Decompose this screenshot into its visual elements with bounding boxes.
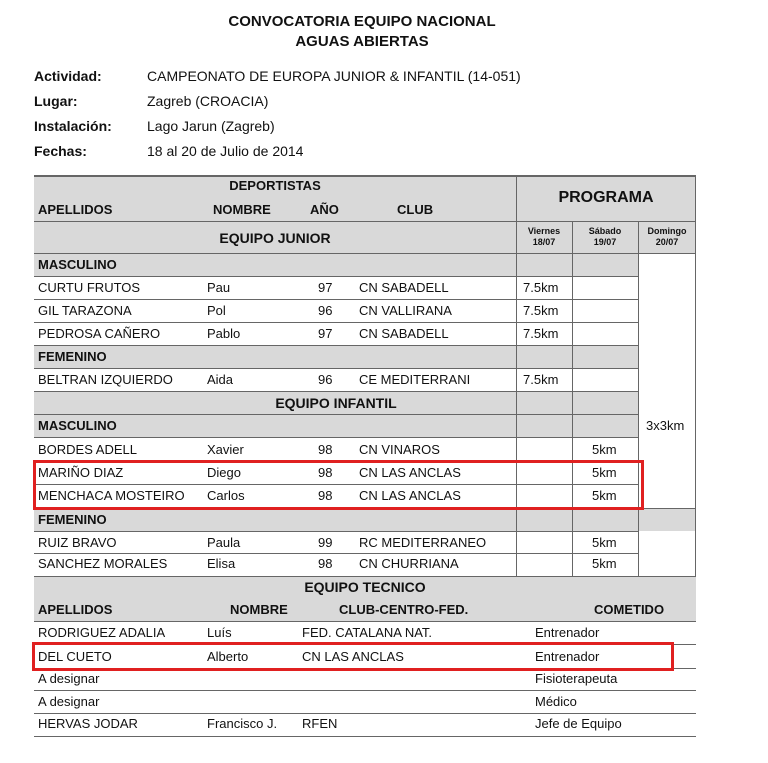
programa-label: PROGRAMA (558, 189, 654, 206)
tec-club: FED. CATALANA NAT. (302, 625, 433, 640)
row-day1: 7.5km (523, 280, 559, 295)
row-apellidos: PEDROSA CAÑERO (38, 326, 161, 341)
row-ano: 98 (318, 442, 333, 457)
document-title-line1: CONVOCATORIA EQUIPO NACIONAL (228, 13, 496, 30)
row-nombre: Paula (207, 535, 241, 550)
day2-name: Sábado (588, 226, 622, 236)
grid-line (34, 175, 696, 177)
col-ano: AÑO (310, 202, 339, 217)
grid-line (34, 736, 696, 737)
highlight-box (33, 460, 644, 510)
meta-value: Lago Jarun (Zagreb) (147, 118, 275, 134)
row-nombre: Aida (207, 372, 234, 387)
tec-nombre: Luís (207, 625, 232, 640)
row-ano: 96 (318, 303, 333, 318)
grid-line (638, 221, 639, 576)
row-apellidos: SANCHEZ MORALES (38, 556, 168, 571)
tec-apellidos: A designar (38, 694, 100, 709)
day3-date: 20/07 (655, 237, 679, 247)
equipo-tecnico-label: EQUIPO TECNICO (304, 579, 426, 595)
row-day2: 5km (592, 535, 617, 550)
row-apellidos: MARIÑO DIAZ (38, 465, 124, 480)
row-nombre: Elisa (207, 556, 236, 571)
day3-name: Domingo (647, 226, 687, 236)
deportistas-label: DEPORTISTAS (229, 178, 321, 193)
meta-value: Zagreb (CROACIA) (147, 93, 269, 109)
tec-apellidos: DEL CUETO (38, 649, 112, 664)
grid-line (34, 299, 638, 300)
row-apellidos: BELTRAN IZQUIERDO (38, 372, 173, 387)
equipo-infantil-label: EQUIPO INFANTIL (275, 395, 397, 411)
grid-line (34, 253, 696, 254)
tec-apellidos: A designar (38, 671, 100, 686)
highlight-box (32, 642, 674, 671)
tec-col-cometido: COMETIDO (594, 602, 665, 617)
infantil-femenino-label: FEMENINO (38, 512, 107, 527)
row-nombre: Pol (207, 303, 226, 318)
day1-name: Viernes (527, 226, 561, 236)
row-nombre: Xavier (207, 442, 244, 457)
grid-line (34, 322, 638, 323)
grid-line (572, 221, 573, 576)
meta-value: 18 al 20 de Julio de 2014 (147, 143, 304, 159)
section-band (34, 509, 696, 531)
row-day1: 7.5km (523, 372, 559, 387)
grid-line (34, 276, 638, 277)
tec-apellidos: RODRIGUEZ ADALIA (38, 625, 166, 640)
grid-line (34, 553, 638, 554)
row-club: CN SABADELL (359, 280, 449, 295)
row-club: CN VALLIRANA (359, 303, 452, 318)
meta-label: Lugar: (34, 93, 78, 109)
tec-col-apellidos: APELLIDOS (38, 602, 113, 617)
tec-nombre: Francisco J. (207, 716, 278, 731)
day1-date: 18/07 (532, 237, 556, 247)
row-ano: 97 (318, 280, 333, 295)
row-club: CN LAS ANCLAS (359, 465, 461, 480)
row-apellidos: CURTU FRUTOS (38, 280, 141, 295)
row-ano: 99 (318, 535, 333, 550)
row-day2: 5km (592, 465, 617, 480)
document-title-line2: AGUAS ABIERTAS (295, 33, 429, 50)
grid-line (34, 437, 638, 438)
row-ano: 96 (318, 372, 333, 387)
row-club: CN LAS ANCLAS (359, 488, 461, 503)
section-band (34, 346, 638, 368)
row-nombre: Pablo (207, 326, 241, 341)
row-club: RC MEDITERRANEO (359, 535, 487, 550)
grid-line (34, 531, 638, 532)
infantil-masculino-label: MASCULINO (38, 418, 117, 433)
row-apellidos: BORDES ADELL (38, 442, 137, 457)
tec-club: RFEN (302, 716, 338, 731)
row-apellidos: GIL TARAZONA (38, 303, 132, 318)
junior-femenino-label: FEMENINO (38, 349, 107, 364)
row-club: CE MEDITERRANI (359, 372, 471, 387)
row-club: CN VINAROS (359, 442, 440, 457)
row-nombre: Pau (207, 280, 231, 295)
tec-cometido: Médico (535, 694, 577, 709)
tec-club: CN LAS ANCLAS (302, 649, 404, 664)
grid-line (34, 414, 638, 415)
meta-value: CAMPEONATO DE EUROPA JUNIOR & INFANTIL (14-051) (147, 68, 521, 84)
tec-col-club: CLUB-CENTRO-FED. (339, 602, 469, 617)
col-apellidos: APELLIDOS (38, 202, 113, 217)
day2-date: 19/07 (593, 237, 617, 247)
grid-line (695, 175, 696, 577)
grid-line (34, 221, 696, 222)
row-nombre: Carlos (207, 488, 245, 503)
tec-col-nombre: NOMBRE (230, 602, 288, 617)
row-club: CN SABADELL (359, 326, 449, 341)
row-day2: 5km (592, 556, 617, 571)
row-apellidos: RUIZ BRAVO (38, 535, 117, 550)
row-ano: 97 (318, 326, 333, 341)
tec-cometido: Entrenador (535, 649, 600, 664)
row-club: CN CHURRIANA (359, 556, 459, 571)
domingo-event: 3x3km (646, 418, 685, 433)
junior-masculino-label: MASCULINO (38, 257, 117, 272)
meta-label: Instalación: (34, 118, 112, 134)
grid-line (34, 368, 638, 369)
tec-cometido: Entrenador (535, 625, 600, 640)
row-apellidos: MENCHACA MOSTEIRO (38, 488, 185, 503)
section-band (34, 254, 638, 276)
tec-nombre: Alberto (207, 649, 249, 664)
grid-line (34, 576, 696, 577)
row-nombre: Diego (207, 465, 241, 480)
col-club: CLUB (397, 202, 434, 217)
grid-line (34, 345, 638, 346)
convocatoria-table (34, 175, 696, 738)
row-day2: 5km (592, 442, 617, 457)
grid-line (34, 621, 696, 622)
row-day1: 7.5km (523, 326, 559, 341)
tec-cometido: Fisioterapeuta (535, 671, 618, 686)
row-day2: 5km (592, 488, 617, 503)
grid-line (34, 690, 696, 691)
row-day1: 7.5km (523, 303, 559, 318)
row-ano: 98 (318, 465, 333, 480)
tec-apellidos: HERVAS JODAR (38, 716, 138, 731)
tec-cometido: Jefe de Equipo (535, 716, 622, 731)
meta-label: Fechas: (34, 143, 87, 159)
col-nombre: NOMBRE (213, 202, 271, 217)
grid-line (516, 175, 517, 576)
row-ano: 98 (318, 488, 333, 503)
row-ano: 98 (318, 556, 333, 571)
grid-line (34, 391, 638, 392)
meta-label: Actividad: (34, 68, 102, 84)
equipo-junior-label: EQUIPO JUNIOR (219, 230, 331, 246)
grid-line (34, 713, 696, 714)
section-band (34, 415, 638, 437)
